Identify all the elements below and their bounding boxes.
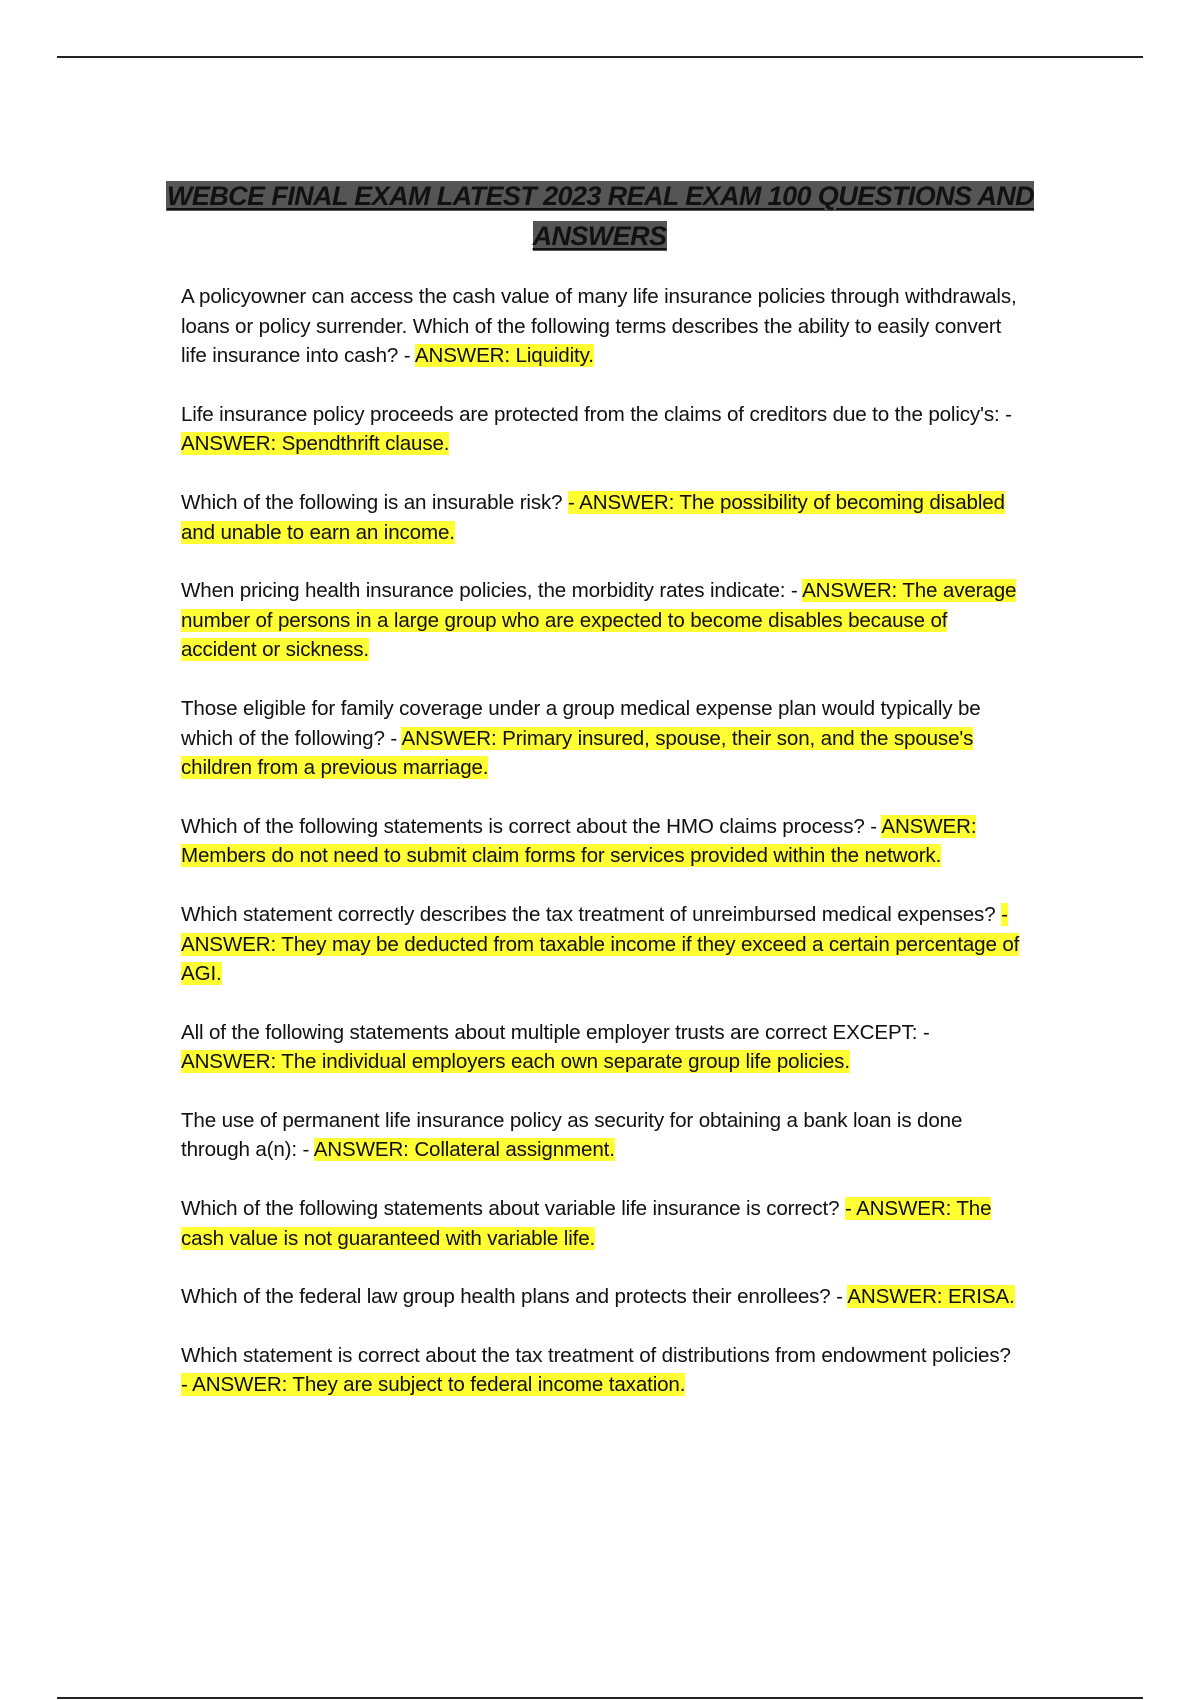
question-text: Which of the following statements about variable life insurance is correct?	[181, 1197, 845, 1221]
answer-text: - ANSWER: The possibility of becoming disabled and unable to earn an income.	[181, 490, 1005, 544]
answer-text: - ANSWER: They are subject to federal income taxation.	[181, 1373, 686, 1397]
qa-item	[181, 1018, 1021, 1077]
qa-item	[181, 694, 1021, 783]
answer-text: - ANSWER: They may be deducted from taxable income if they exceed a certain percentage of AGI.	[181, 902, 1020, 986]
question-text: Which statement is correct about the tax treatment of distributions from endowment policies?	[181, 1343, 1011, 1367]
answer-text: ANSWER: Primary insured, spouse, their son, and the spouse's children from a previous marriage.	[181, 726, 974, 780]
qa-list	[181, 282, 1021, 1429]
qa-item	[181, 488, 1021, 547]
qa-item	[181, 400, 1021, 459]
qa-item	[181, 1282, 1021, 1312]
answer-text: ANSWER: ERISA.	[847, 1285, 1015, 1309]
question-text: Which of the following is an insurable risk?	[181, 490, 569, 514]
qa-item	[181, 282, 1021, 371]
question-text: Which of the federal law group health plans and protects their enrollees? -	[181, 1285, 848, 1309]
answer-text: ANSWER: The average number of persons in a large group who are expected to become disables because of accident or sickness.	[181, 579, 1017, 662]
answer-text: - ANSWER: The cash value is not guaranteed with variable life.	[181, 1197, 992, 1250]
question-text: Which statement correctly describes the tax treatment of unreimbursed medical expenses?	[181, 902, 1002, 926]
qa-item	[181, 900, 1021, 989]
document-title	[150, 176, 1050, 256]
qa-item	[181, 1194, 1021, 1253]
footer-rule	[57, 1697, 1143, 1699]
answer-text: ANSWER: Members do not need to submit claim forms for services provided within the network.	[181, 814, 977, 868]
qa-item	[181, 1106, 1021, 1165]
answer-text: ANSWER: Collateral assignment.	[313, 1138, 615, 1162]
header-rule	[57, 56, 1143, 58]
question-text: All of the following statements about multiple employer trusts are correct EXCEPT: -	[181, 1020, 930, 1044]
answer-text: ANSWER: Spendthrift clause.	[181, 432, 450, 456]
answer-text: ANSWER: Liquidity.	[414, 344, 594, 368]
answer-text: ANSWER: The individual employers each own separate group life policies.	[181, 1050, 850, 1074]
qa-item	[181, 576, 1021, 665]
qa-item	[181, 1341, 1021, 1400]
qa-item	[181, 812, 1021, 871]
question-text: When pricing health insurance policies, the morbidity rates indicate: -	[181, 579, 803, 603]
question-text: Those eligible for family coverage under a group medical expense plan would typically be which of the following? -	[181, 696, 981, 750]
document-title-text: WEBCE FINAL EXAM LATEST 2023 REAL EXAM 100 QUESTIONS AND ANSWERS	[166, 181, 1035, 251]
question-text: Which of the following statements is correct about the HMO claims process? -	[181, 814, 882, 838]
question-text: A policyowner can access the cash value of many life insurance policies through withdrawals, loans or policy surrender. Which of the following terms describes the ability to easily convert life insurance into cash? -	[181, 285, 1017, 368]
question-text: Life insurance policy proceeds are protected from the claims of creditors due to the policy's: -	[181, 402, 1012, 426]
question-text: The use of permanent life insurance policy as security for obtaining a bank loan is done through a(n): -	[181, 1108, 963, 1162]
